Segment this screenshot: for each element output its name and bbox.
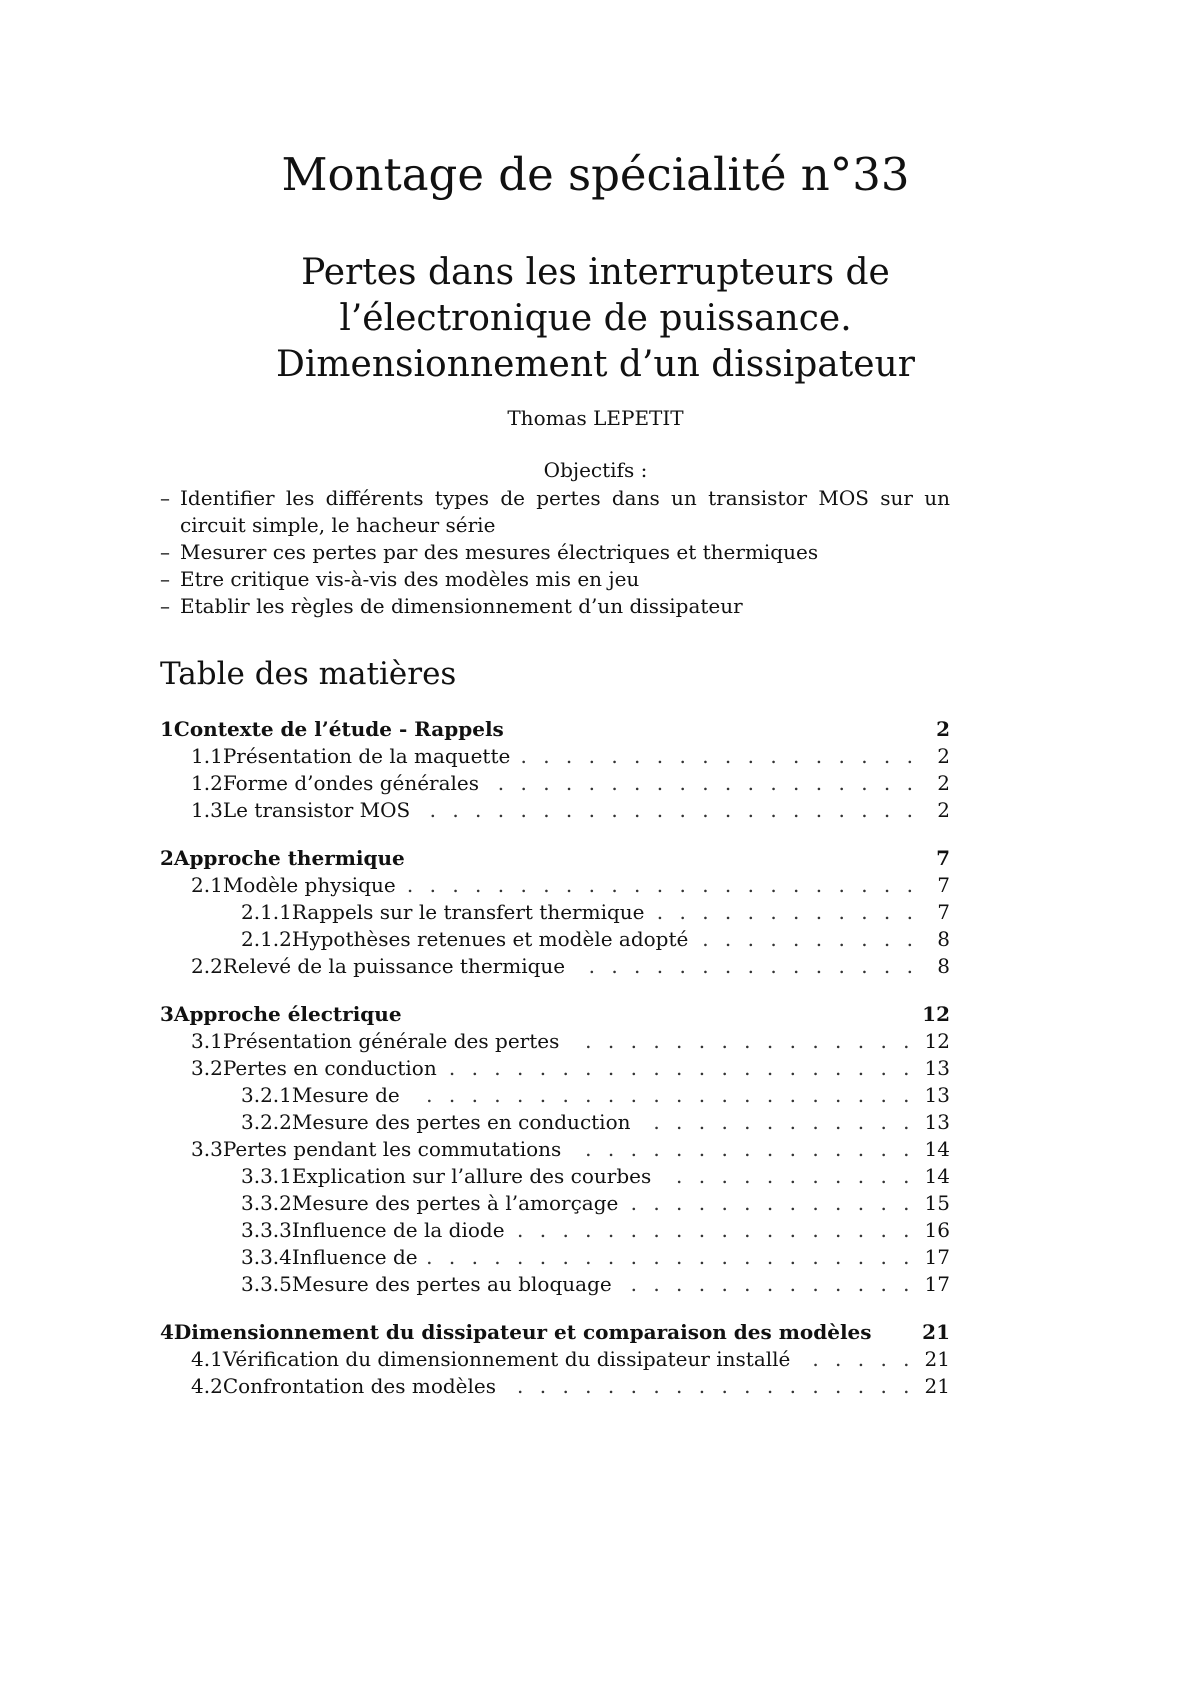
toc-entry-number: 3.2.2	[241, 1110, 292, 1134]
toc-entry-page: 13	[924, 1110, 950, 1134]
toc-entry-number: 1	[160, 717, 174, 741]
toc-entry-page: 14	[924, 1164, 950, 1188]
toc-dot-leader	[798, 1346, 914, 1373]
toc-entry-page: 2	[937, 744, 950, 768]
toc-entry-2-1-1[interactable]	[160, 899, 950, 926]
toc-entry-page: 17	[924, 1272, 950, 1296]
toc-entry-title: Forme d’ondes générales	[222, 771, 480, 795]
toc-entry-title: Le transistor MOS	[222, 798, 411, 822]
toc-entry-number: 3.3.1	[241, 1164, 292, 1188]
toc-entry-3-3-3[interactable]	[160, 1217, 950, 1244]
toc-entry-number: 3.3.5	[241, 1272, 292, 1296]
toc-entry-3-3-1[interactable]	[160, 1163, 950, 1190]
toc-entry-number: 4.1	[191, 1347, 223, 1371]
toc-entry-title: Pertes pendant les commutations	[222, 1137, 562, 1161]
toc-entry-title: Confrontation des modèles	[222, 1374, 496, 1398]
toc-entry-3-2-2[interactable]	[160, 1109, 950, 1136]
document-title: Montage de spécialité n°33	[281, 148, 910, 201]
toc-entry-3-3-5[interactable]	[160, 1271, 950, 1298]
toc-entry-title: Approche électrique	[173, 1002, 402, 1026]
toc-entry-title: Mesure de	[291, 1083, 400, 1107]
toc-entry-page: 17	[924, 1245, 950, 1269]
toc-entry-page: 7	[937, 873, 950, 897]
toc-entry-title: Relevé de la puissance thermique	[222, 954, 566, 978]
subtitle-line: l’électronique de puissance.	[339, 298, 852, 339]
toc-entry-page: 12	[922, 1002, 950, 1026]
toc-entry-page: 2	[937, 798, 950, 822]
toc-entry-page: 13	[924, 1056, 950, 1080]
toc-entry-3-3-2[interactable]	[160, 1190, 950, 1217]
toc-entry-page: 14	[924, 1137, 950, 1161]
toc-entry-number: 3.2.1	[241, 1083, 292, 1107]
toc-entry-number: 4	[160, 1320, 174, 1344]
toc-entry-4[interactable]	[160, 1319, 950, 1346]
toc-entry-page: 21	[924, 1374, 950, 1398]
toc-entry-number: 3.3	[191, 1137, 223, 1161]
toc-entry-number: 1.2	[191, 771, 223, 795]
toc-dot-leader	[404, 872, 918, 899]
toc-entry-number: 2.2	[191, 954, 223, 978]
toc-entry-page: 16	[924, 1218, 950, 1242]
toc-entry-1[interactable]	[160, 716, 950, 743]
toc-entry-page: 21	[924, 1347, 950, 1371]
subtitle-line: Pertes dans les interrupteurs de	[301, 252, 890, 293]
toc-entry-title: Explication sur l’allure des courbes	[291, 1164, 652, 1188]
toc-entry-number: 3.3.3	[241, 1218, 292, 1242]
toc-entry-3-2[interactable]	[160, 1055, 950, 1082]
toc-dot-leader	[573, 953, 918, 980]
toc-entry-number: 3	[160, 1002, 174, 1026]
toc-entry-1-1[interactable]	[160, 743, 950, 770]
toc-entry-4-2[interactable]	[160, 1373, 950, 1400]
toc-entry-page: 2	[936, 717, 950, 741]
toc-entry-title: Hypothèses retenues et modèle adopté	[291, 927, 689, 951]
toc-entry-page: 8	[937, 927, 950, 951]
toc-entry-title: Mesure des pertes à l’amorçage	[291, 1191, 619, 1215]
toc-entry-2-1[interactable]	[160, 872, 950, 899]
toc-entry-title: Vérification du dimensionnement du dissipateur installé	[222, 1347, 791, 1371]
toc-entry-title: Mesure des pertes au bloquage	[291, 1272, 612, 1296]
toc-entry-page: 7	[936, 846, 950, 870]
toc-entry-3-1[interactable]	[160, 1028, 950, 1055]
objective-item: – Etablir les règles de dimensionnement d’un dissipateur	[160, 593, 950, 620]
toc-entry-1-2[interactable]	[160, 770, 950, 797]
toc-entry-3-2-1[interactable]	[160, 1082, 950, 1109]
toc-entry-2-1-2[interactable]	[160, 926, 950, 953]
toc-entry-title: Présentation de la maquette	[222, 744, 511, 768]
toc-entry-page: 15	[924, 1191, 950, 1215]
toc-entry-4-1[interactable]	[160, 1346, 950, 1373]
objectives-heading: Objectifs :	[543, 458, 648, 482]
toc-dot-leader	[513, 1217, 915, 1244]
toc-entry-title: Approche thermique	[173, 846, 405, 870]
toc-entry-page: 7	[937, 900, 950, 924]
toc-entry-page: 2	[937, 771, 950, 795]
toc-entry-number: 2	[160, 846, 174, 870]
toc-heading: Table des matières	[160, 656, 457, 692]
toc-entry-number: 2.1.1	[241, 900, 292, 924]
author: Thomas LEPETIT	[507, 406, 684, 430]
document-subtitle	[0, 250, 1191, 388]
toc-dot-leader	[426, 1244, 915, 1271]
objective-item: – Etre critique vis-à-vis des modèles mis en jeu	[160, 566, 950, 593]
toc-entry-page: 21	[922, 1320, 950, 1344]
toc-entry-title: Rappels sur le transfert thermique	[291, 900, 645, 924]
toc-dot-leader	[518, 743, 918, 770]
objective-item: – Identifier les différents types de pertes dans un transistor MOS sur un circuit simple, le hacheur série	[160, 485, 950, 539]
toc-entry-title: Pertes en conduction	[222, 1056, 437, 1080]
toc-entry-page: 13	[924, 1083, 950, 1107]
toc-entry-title: Contexte de l’étude - Rappels	[173, 717, 504, 741]
toc-entry-2-2[interactable]	[160, 953, 950, 980]
toc-dot-leader	[487, 770, 918, 797]
toc-dot-leader	[504, 1373, 915, 1400]
toc-entry-title: Modèle physique	[222, 873, 396, 897]
toc-entry-title: Mesure des pertes en conduction	[291, 1110, 631, 1134]
toc-entry-number: 1.1	[191, 744, 223, 768]
toc-entry-3-3[interactable]	[160, 1136, 950, 1163]
toc-entry-number: 4.2	[191, 1374, 223, 1398]
toc-dot-leader	[569, 1136, 914, 1163]
toc-entry-2[interactable]	[160, 845, 950, 872]
toc-entry-number: 3.3.2	[241, 1191, 292, 1215]
toc-dot-leader	[639, 1109, 915, 1136]
toc-entry-title: Influence de	[291, 1245, 418, 1269]
toc-entry-number: 3.2	[191, 1056, 223, 1080]
toc-entry-number: 3.3.4	[241, 1245, 292, 1269]
toc-dot-leader	[445, 1055, 915, 1082]
table-of-contents	[160, 716, 950, 1400]
toc-entry-1-3[interactable]	[160, 797, 950, 824]
toc-entry-page: 8	[937, 954, 950, 978]
objective-item: – Mesurer ces pertes par des mesures électriques et thermiques	[160, 539, 950, 566]
toc-dot-leader	[659, 1163, 914, 1190]
toc-dot-leader	[408, 1082, 915, 1109]
toc-entry-number: 2.1.2	[241, 927, 292, 951]
toc-dot-leader	[696, 926, 918, 953]
toc-entry-title: Présentation générale des pertes	[222, 1029, 560, 1053]
toc-dot-leader	[418, 797, 918, 824]
toc-dot-leader	[626, 1190, 914, 1217]
objectives-list	[160, 485, 950, 620]
toc-entry-number: 3.1	[191, 1029, 223, 1053]
toc-dot-leader	[567, 1028, 914, 1055]
toc-dot-leader	[620, 1271, 915, 1298]
toc-entry-3-3-4[interactable]	[160, 1244, 950, 1271]
toc-entry-title: Influence de la diode	[291, 1218, 505, 1242]
toc-entry-number: 1.3	[191, 798, 223, 822]
toc-dot-leader	[653, 899, 919, 926]
toc-entry-title: Dimensionnement du dissipateur et comparaison des modèles	[173, 1320, 872, 1344]
toc-entry-page: 12	[924, 1029, 950, 1053]
toc-entry-3[interactable]	[160, 1001, 950, 1028]
subtitle-line: Dimensionnement d’un dissipateur	[276, 344, 915, 385]
toc-entry-number: 2.1	[191, 873, 223, 897]
